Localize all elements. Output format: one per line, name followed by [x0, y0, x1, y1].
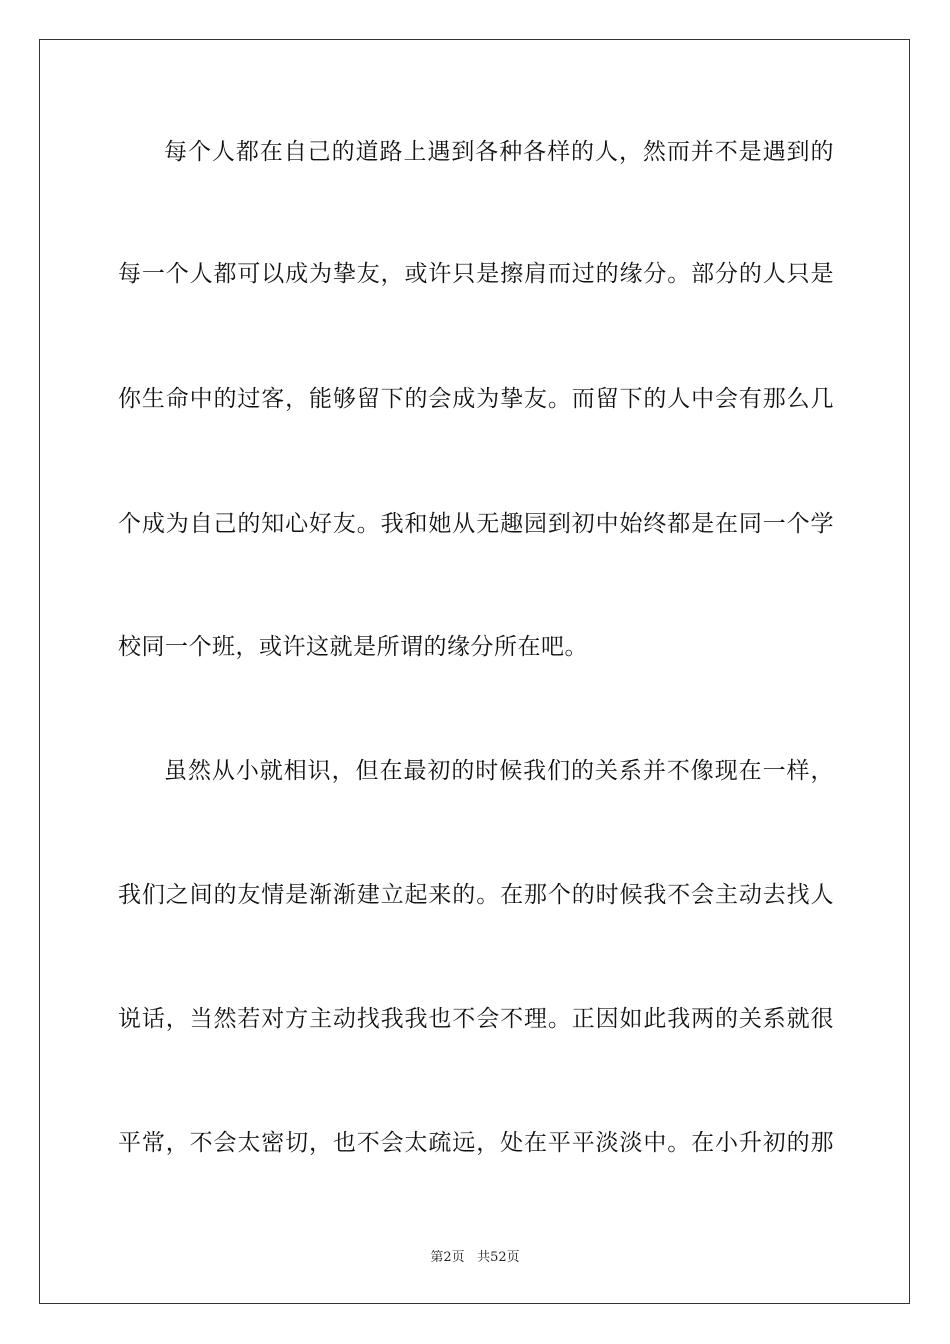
- paragraph-2-line-2: 我们之间的友情是渐渐建立起来的。在那个的时候我不会主动去找人: [118, 882, 834, 908]
- total-pages: 共52页: [477, 1250, 520, 1265]
- page-number: 第2页: [430, 1250, 465, 1265]
- paragraph-2-line-1: 虽然从小就相识，但在最初的时候我们的关系并不像现在一样，: [164, 758, 834, 784]
- paragraph-2-line-3: 说话，当然若对方主动找我我也不会不理。正因如此我两的关系就很: [118, 1006, 834, 1032]
- paragraph-1-line-5: 校同一个班，或许这就是所谓的缘分所在吧。: [118, 634, 588, 660]
- paragraph-1-line-4: 个成为自己的知心好友。我和她从无趣园到初中始终都是在同一个学: [118, 511, 834, 537]
- paragraph-2-line-4: 平常，不会太密切，也不会太疏远，处在平平淡淡中。在小升初的那: [118, 1130, 834, 1156]
- paragraph-1-line-2: 每一个人都可以成为挚友，或许只是擦肩而过的缘分。部分的人只是: [118, 261, 834, 287]
- paragraph-1-line-3: 你生命中的过客，能够留下的会成为挚友。而留下的人中会有那么几: [118, 386, 834, 412]
- page-border: [39, 39, 910, 1304]
- page-footer: [0, 1246, 950, 1265]
- paragraph-1-line-1: 每个人都在自己的道路上遇到各种各样的人，然而并不是遇到的: [164, 139, 834, 165]
